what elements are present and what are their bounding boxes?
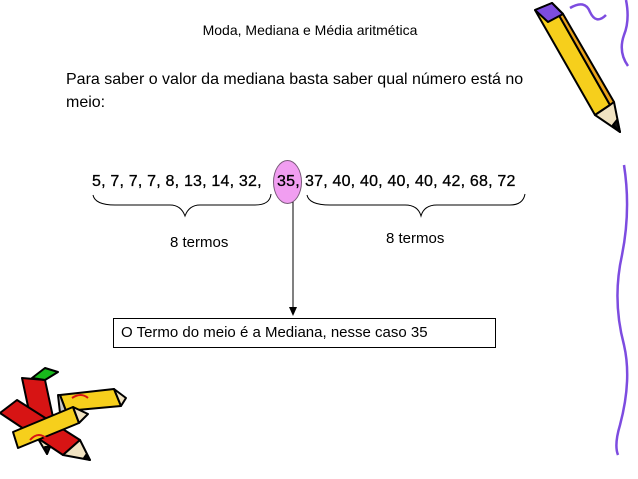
result-box: O Termo do meio é a Mediana, nesse caso 35 [113,318,496,348]
sequence-left: 5, 7, 7, 7, 8, 13, 14, 32, [92,173,262,190]
sequence-median-value: 35, [277,173,300,190]
sequence-right: 37, 40, 40, 40, 40, 42, 68, 72 [305,173,516,190]
intro-text: Para saber o valor da mediana basta saber qual número está no meio: [66,71,524,111]
right-term-count: 8 termos [386,230,445,247]
slide-title: Moda, Mediana e Média aritmética [202,22,418,38]
left-term-count: 8 termos [170,234,229,251]
